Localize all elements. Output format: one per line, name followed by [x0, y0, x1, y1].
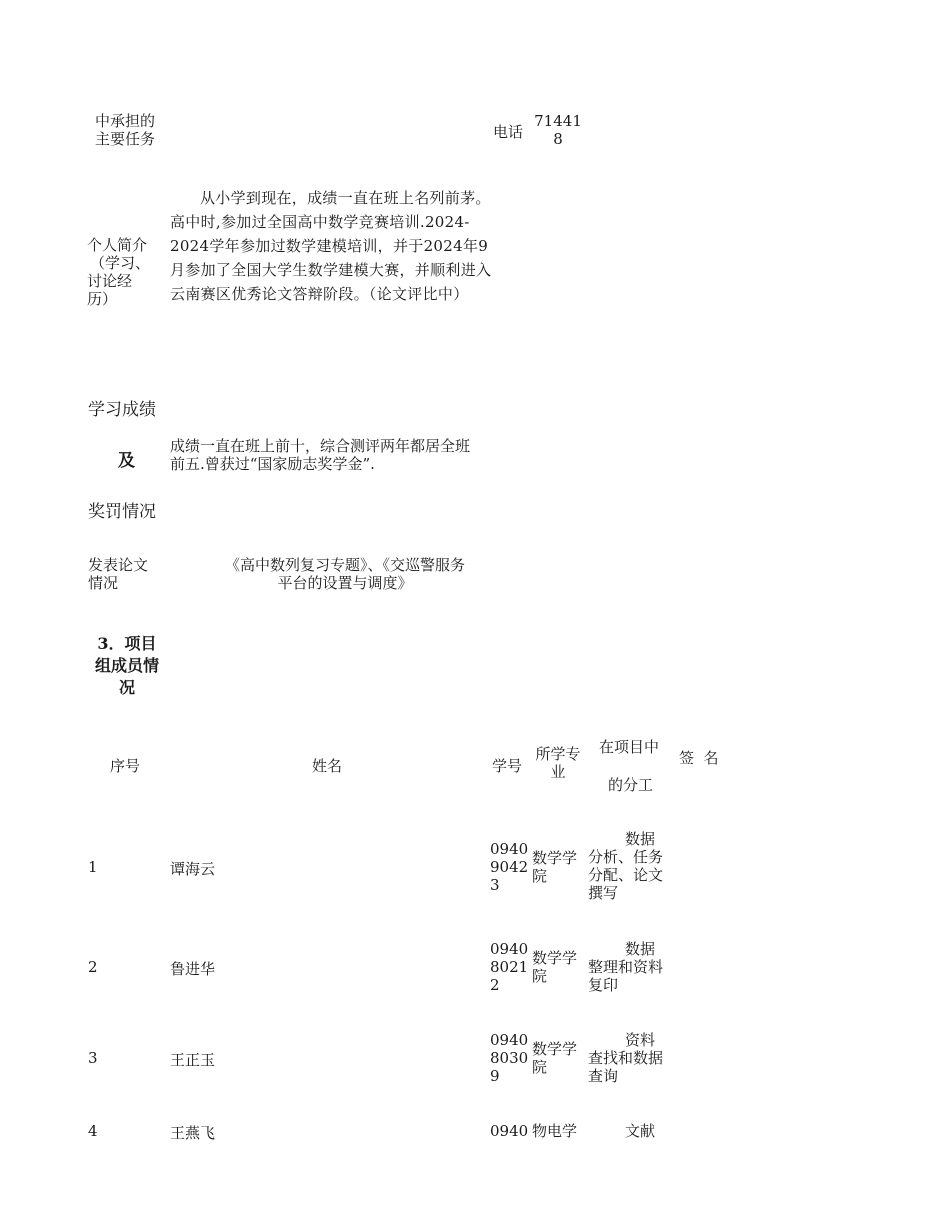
row-name: 鲁进华 — [170, 960, 216, 978]
row-role: 数据 整理和资料 复印 — [588, 940, 664, 994]
row-major: 数学学 院 — [532, 1040, 578, 1076]
row-id: 0940 — [490, 1122, 529, 1140]
header-name: 姓名 — [312, 757, 343, 775]
header-role-top: 在项目中 — [599, 738, 660, 756]
header-no: 序号 — [110, 757, 141, 775]
header-sign: 签 名 — [679, 749, 719, 767]
row-major: 数学学 院 — [532, 849, 578, 885]
row-role: 文献 — [625, 1122, 656, 1140]
header-major: 所学专 业 — [535, 745, 581, 781]
row-name: 王正玉 — [170, 1051, 216, 1069]
row-id: 0940 9042 3 — [490, 840, 529, 894]
intro-label: 个人简介 （学习、 讨论经 历） — [87, 236, 150, 308]
row-name: 谭海云 — [170, 860, 216, 878]
row-no: 2 — [88, 958, 98, 976]
phone-label: 电话 — [493, 123, 524, 141]
row-id: 0940 8021 2 — [490, 940, 529, 994]
grades-label-top: 学习成绩 — [88, 400, 156, 420]
section3-title: 3．项目 组成员情 况 — [94, 634, 159, 697]
header-id: 学号 — [492, 757, 523, 775]
row-major: 物电学 — [532, 1122, 578, 1140]
row-name: 王燕飞 — [170, 1124, 216, 1142]
task-label: 中承担的 主要任务 — [95, 112, 156, 148]
row-no: 1 — [88, 858, 98, 876]
row-no: 4 — [88, 1122, 98, 1140]
papers-label: 发表论文 情况 — [88, 556, 149, 592]
row-role: 数据 分析、任务 分配、论文 撰写 — [588, 830, 664, 902]
phone-value: 71441 8 — [534, 112, 582, 148]
row-no: 3 — [88, 1049, 98, 1067]
papers-text: 《高中数列复习专题》、《交巡警服务 平台的设置与调度》 — [224, 556, 465, 592]
row-major: 数学学 院 — [532, 949, 578, 985]
grades-label-mid: 及 — [118, 451, 135, 471]
header-role-bottom: 的分工 — [608, 776, 654, 794]
row-role: 资料 查找和数据 查询 — [588, 1031, 664, 1085]
intro-text: 从小学到现在，成绩一直在班上名列前茅。高中时,参加过全国高中数学竞赛培训.2024-2024学年参加过数学建模培训，并于2024年9月参加了全国大学生数学建模大赛，并顺利进入云南赛区优秀论文答辩阶段。（论文评比中） — [170, 189, 492, 303]
grades-label-bottom: 奖罚情况 — [88, 502, 156, 522]
grades-text: 成绩一直在班上前十，综合测评两年都居全班前五.曾获过“国家励志奖学金”. — [170, 437, 471, 473]
row-id: 0940 8030 9 — [490, 1031, 529, 1085]
